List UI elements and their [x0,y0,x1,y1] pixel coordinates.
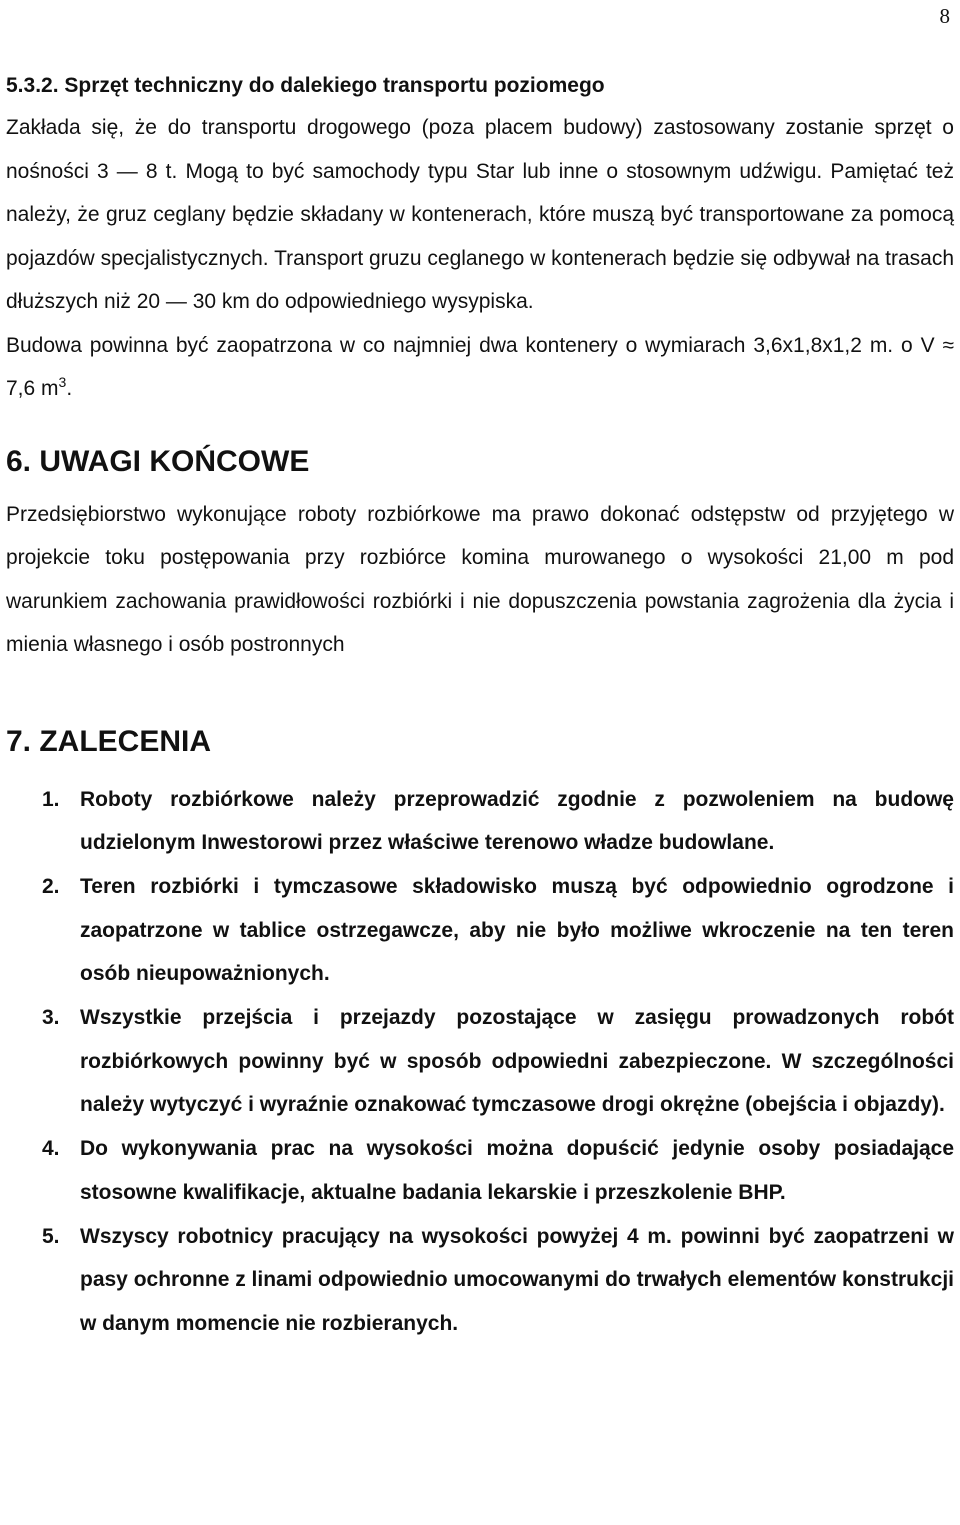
recommendation-item [6,778,954,865]
document-content [6,66,954,1346]
section-7-heading: 7. ZALECENIA [6,724,212,758]
recommendation-number: 3. [42,1006,60,1029]
section-5-3-2-paragraph-1: Zakłada się, że do transportu drogowego (poza placem budowy) zastosowany zostanie sprzęt o nośności 3 — 8 t. Mogą to być samochody typu Star lub inne o stosownym udźwigu. Pamiętać też należy, że gruz ceglany będzie składany w kontenerach, które muszą być transportowane za pomocą pojazdów specjalistycznych. Transport gruzu ceglanego w kontenerach będzie się odbywał na trasach dłuższych niż 20 — 30 km do odpowiedniego wysypiska. [6,116,954,313]
sentence-end: . [66,377,73,400]
section-6-paragraph: Przedsiębiorstwo wykonujące roboty rozbiórkowe ma prawo dokonać odstępstw od przyjętego w projekcie toku postępowania przy rozbiórce komina murowanego o wysokości 21,00 m pod warunkiem zachowania prawidłowości rozbiórki i nie dopuszczenia powstania zagrożenia dla życia i mienia własnego i osób postronnych [6,502,954,656]
recommendation-item [6,996,954,1127]
recommendation-number: 2. [42,875,60,898]
section-6-heading: 6. UWAGI KOŃCOWE [6,444,310,478]
recommendations-list [6,778,954,1346]
recommendation-item [6,1127,954,1214]
recommendation-number: 5. [42,1224,60,1248]
recommendation-number: 4. [42,1137,60,1160]
recommendation-text: Roboty rozbiórkowe należy przeprowadzić zgodnie z pozwoleniem na budowę udzielonym Inwestorowi przez właściwe terenowo władze budowlane. [80,787,954,854]
recommendation-item [6,865,954,996]
recommendation-item [6,1215,954,1346]
recommendation-text: Teren rozbiórki i tymczasowe składowisko muszą być odpowiednio ogrodzone i zaopatrzone w tablice ostrzegawcze, aby nie było możliwe wkroczenie na ten teren osób nieupoważnionych. [80,875,954,985]
recommendation-text: Do wykonywania prac na wysokości można dopuścić jedynie osoby posiadające stosowne kwalifikacje, aktualne badania lekarskie i przeszkolenie BHP. [80,1137,954,1204]
recommendation-text: Wszyscy robotnicy pracujący na wysokości powyżej 4 m. powinni być zaopatrzeni w pasy ochronne z linami odpowiednio umocowanymi do trwałych elementów konstrukcji w danym momencie nie rozbieranych. [80,1224,954,1335]
page-number: 8 [939,4,950,28]
section-5-3-2-paragraph-2 [6,324,954,411]
cubic-superscript: 3 [58,374,67,390]
section-5-3-2-title: 5.3.2. Sprzęt techniczny do dalekiego transportu poziomego [6,74,605,97]
container-dimensions-text: Budowa powinna być zaopatrzona w co najmniej dwa kontenery o wymiarach 3,6x1,8x1,2 m. o V ≈ 7,6 m [6,333,954,400]
recommendation-text: Wszystkie przejścia i przejazdy pozostające w zasięgu prowadzonych robót rozbiórkowych powinny być w sposób odpowiedni zabezpieczone. W szczególności należy wytyczyć i wyraźnie oznakować tymczasowe drogi okrężne (obejścia i objazdy). [80,1006,954,1116]
recommendation-number: 1. [42,787,60,811]
